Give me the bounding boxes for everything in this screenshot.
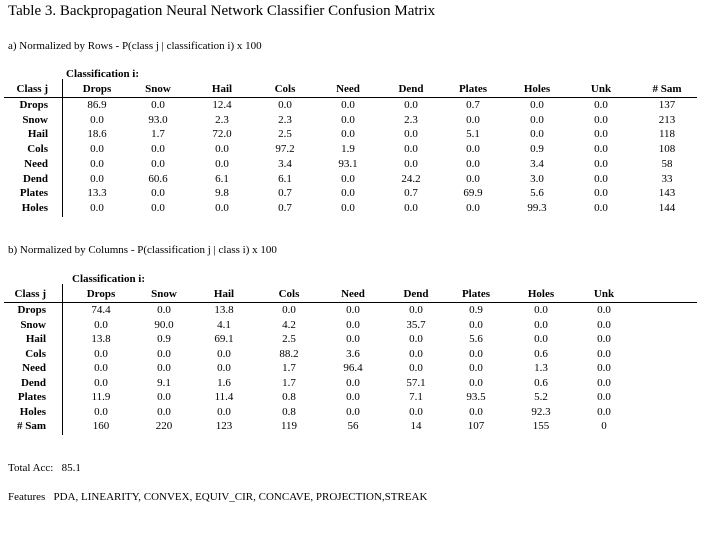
matrix-cell: 0.0: [341, 128, 355, 141]
matrix-cell: 5.2: [534, 391, 548, 403]
total-acc-value: 85.1: [61, 462, 81, 474]
column-header: Snow: [145, 83, 171, 95]
matrix-cell: 0.0: [466, 157, 480, 170]
matrix-cell: 93.1: [338, 157, 358, 170]
matrix-cell: 0.0: [594, 143, 608, 156]
matrix-cell: 13.8: [214, 304, 234, 316]
matrix-cell: 13.8: [91, 333, 111, 345]
matrix-cell: 2.3: [278, 113, 292, 126]
table-title: Table 3. Backpropagation Neural Network Classifier Confusion Matrix: [8, 3, 436, 19]
matrix-cell: 0.0: [534, 318, 548, 331]
matrix-cell: 3.4: [278, 157, 292, 170]
matrix-cell: 96.4: [343, 362, 363, 374]
matrix-cell: 0.0: [594, 201, 608, 214]
header-rule: [4, 97, 697, 98]
matrix-cell: 1.9: [341, 143, 355, 156]
matrix-cell: 0.0: [90, 157, 104, 170]
column-header: Hail: [213, 288, 235, 300]
matrix-cell: 9.8: [215, 187, 229, 200]
matrix-cell: 0.0: [341, 172, 355, 185]
matrix-cell: 35.7: [406, 318, 426, 331]
matrix-cell: 0.0: [151, 157, 165, 170]
matrix-cell: 0.0: [157, 304, 171, 316]
matrix-cell: 0.7: [278, 187, 292, 200]
column-header: Need: [336, 83, 360, 95]
matrix-cell: 2.5: [282, 333, 296, 345]
matrix-cell: 69.1: [214, 333, 234, 345]
row-label: Dend: [20, 376, 46, 389]
column-header: Drops: [82, 83, 112, 95]
column-header: Dend: [403, 288, 429, 300]
matrix-cell: 0.0: [594, 172, 608, 185]
row-label: Plates: [19, 187, 48, 200]
matrix-cell: 0.0: [341, 201, 355, 214]
matrix-cell: 0.0: [409, 405, 423, 418]
matrix-cell: 160: [92, 420, 110, 432]
matrix-cell: 143: [658, 187, 676, 200]
matrix-cell: 0: [601, 420, 607, 432]
matrix-cell: 1.3: [534, 362, 548, 374]
matrix-cell: 7.1: [409, 391, 423, 403]
row-label: Holes: [19, 405, 46, 418]
matrix-cell: 33: [661, 172, 673, 185]
matrix-cell: 220: [155, 420, 173, 432]
column-header: Drops: [86, 288, 116, 300]
matrix-cell: 0.0: [466, 143, 480, 156]
column-header: Unk: [590, 83, 612, 95]
matrix-cell: 0.6: [534, 347, 548, 360]
matrix-cell: 0.0: [597, 318, 611, 331]
matrix-cell: 2.3: [215, 113, 229, 126]
matrix-cell: 0.0: [597, 333, 611, 345]
row-label: Snow: [22, 113, 48, 126]
matrix-cell: 0.0: [151, 187, 165, 200]
matrix-cell: 0.0: [466, 201, 480, 214]
matrix-cell: 0.0: [466, 172, 480, 185]
matrix-cell: 0.0: [94, 347, 108, 360]
matrix-cell: 11.4: [214, 391, 234, 403]
matrix-cell: 137: [658, 99, 676, 111]
row-label: Drops: [17, 304, 46, 316]
matrix-cell: 0.0: [90, 143, 104, 156]
matrix-cell: 0.0: [346, 391, 360, 403]
matrix-cell: 0.0: [346, 376, 360, 389]
matrix-cell: 99.3: [527, 201, 547, 214]
matrix-cell: 0.7: [278, 201, 292, 214]
matrix-cell: 9.1: [157, 376, 171, 389]
matrix-cell: 5.6: [530, 187, 544, 200]
row-label: Holes: [21, 201, 48, 214]
matrix-cell: 0.9: [469, 304, 483, 316]
matrix-cell: 0.0: [157, 347, 171, 360]
matrix-cell: 123: [215, 420, 233, 432]
matrix-cell: 0.0: [94, 362, 108, 374]
matrix-cell: 0.0: [404, 201, 418, 214]
matrix-cell: 0.0: [217, 405, 231, 418]
matrix-cell: 0.0: [594, 157, 608, 170]
matrix-cell: 56: [347, 420, 359, 432]
column-header: Hail: [211, 83, 233, 95]
features-label: Features: [8, 491, 46, 503]
matrix-cell: 0.0: [597, 391, 611, 403]
matrix-cell: 0.0: [469, 347, 483, 360]
matrix-cell: 3.0: [530, 172, 544, 185]
matrix-cell: 0.0: [466, 113, 480, 126]
matrix-cell: 119: [280, 420, 298, 432]
matrix-cell: 93.0: [148, 113, 168, 126]
matrix-cell: 0.0: [215, 157, 229, 170]
matrix-cell: 0.8: [282, 405, 296, 418]
row-label: Need: [24, 157, 48, 170]
matrix-cell: 0.0: [346, 304, 360, 316]
matrix-cell: 0.0: [404, 99, 418, 111]
matrix-cell: 5.1: [466, 128, 480, 141]
matrix-cell: 0.0: [597, 376, 611, 389]
matrix-cell: 0.0: [597, 405, 611, 418]
matrix-cell: 57.1: [406, 376, 426, 389]
matrix-cell: 0.0: [151, 143, 165, 156]
matrix-cell: 0.0: [530, 128, 544, 141]
matrix-cell: 13.3: [87, 187, 107, 200]
matrix-cell: 0.0: [341, 187, 355, 200]
matrix-cell: 108: [658, 143, 676, 156]
matrix-cell: 0.0: [278, 99, 292, 111]
matrix-cell: 24.2: [401, 172, 421, 185]
row-label: Cols: [27, 143, 48, 156]
matrix-cell: 0.0: [597, 347, 611, 360]
matrix-cell: 0.0: [215, 143, 229, 156]
matrix-cell: 0.0: [594, 128, 608, 141]
column-header: Plates: [461, 288, 491, 300]
row-label: # Sam: [16, 420, 46, 432]
row-label: Plates: [17, 391, 46, 403]
column-header: Dend: [398, 83, 424, 95]
column-header: Unk: [593, 288, 615, 300]
column-header: Plates: [458, 83, 488, 95]
matrix-cell: 0.0: [346, 405, 360, 418]
matrix-cell: 4.2: [282, 318, 296, 331]
matrix-cell: 0.0: [217, 347, 231, 360]
matrix-cell: 0.0: [534, 333, 548, 345]
matrix-cell: 0.0: [404, 143, 418, 156]
matrix-cell: 3.4: [530, 157, 544, 170]
matrix-cell: 0.0: [94, 318, 108, 331]
matrix-cell: 0.0: [409, 304, 423, 316]
matrix-cell: 144: [658, 201, 676, 214]
matrix-cell: 0.0: [346, 333, 360, 345]
matrix-cell: 118: [658, 128, 676, 141]
matrix-cell: 0.0: [469, 376, 483, 389]
matrix-cell: 0.9: [530, 143, 544, 156]
corner-label: Class j: [14, 288, 46, 300]
features-line: [8, 491, 427, 503]
matrix-cell: 1.7: [282, 376, 296, 389]
matrix-cell: 74.4: [91, 304, 111, 316]
row-label: Hail: [27, 128, 48, 141]
matrix-cell: 0.0: [534, 304, 548, 316]
matrix-cell: 107: [467, 420, 485, 432]
matrix-cell: 1.7: [282, 362, 296, 374]
classification-label: Classification i:: [66, 68, 140, 80]
matrix-cell: 0.0: [469, 318, 483, 331]
matrix-cell: 72.0: [212, 128, 232, 141]
matrix-cell: 0.0: [94, 405, 108, 418]
matrix-cell: 0.0: [594, 113, 608, 126]
column-header: Cols: [274, 83, 296, 95]
row-label: Cols: [25, 347, 46, 360]
column-header: Cols: [278, 288, 300, 300]
matrix-cell: 0.0: [215, 201, 229, 214]
matrix-cell: 88.2: [279, 347, 299, 360]
row-label: Need: [22, 362, 46, 374]
row-label: Dend: [22, 172, 48, 185]
matrix-cell: 18.6: [87, 128, 107, 141]
matrix-cell: 0.7: [404, 187, 418, 200]
matrix-cell: 0.0: [90, 113, 104, 126]
row-label: Hail: [25, 333, 46, 345]
matrix-cell: 93.5: [466, 391, 486, 403]
matrix-cell: 0.0: [90, 201, 104, 214]
label-divider: [62, 284, 63, 435]
row-label: Snow: [20, 318, 46, 331]
column-header: Holes: [527, 288, 555, 300]
matrix-cell: 0.0: [157, 391, 171, 403]
matrix-cell: 6.1: [215, 172, 229, 185]
matrix-cell: 12.4: [212, 99, 232, 111]
matrix-cell: 0.0: [469, 362, 483, 374]
classification-label: Classification i:: [72, 273, 146, 285]
matrix-cell: 0.0: [94, 376, 108, 389]
matrix-cell: 60.6: [148, 172, 168, 185]
total-accuracy: [8, 462, 81, 474]
total-acc-label: Total Acc:: [8, 462, 54, 474]
matrix-cell: 0.0: [594, 99, 608, 111]
matrix-cell: 97.2: [275, 143, 295, 156]
matrix-cell: 0.0: [404, 157, 418, 170]
matrix-cell: 0.0: [341, 113, 355, 126]
matrix-cell: 1.7: [151, 128, 165, 141]
matrix-cell: 0.0: [346, 318, 360, 331]
matrix-cell: 1.6: [217, 376, 231, 389]
matrix-cell: 5.6: [469, 333, 483, 345]
matrix-cell: 11.9: [91, 391, 111, 403]
matrix-cell: 0.9: [157, 333, 171, 345]
matrix-cell: 0.0: [151, 201, 165, 214]
matrix-cell: 0.0: [151, 99, 165, 111]
matrix-cell: 0.0: [594, 187, 608, 200]
matrix-cell: 0.0: [217, 362, 231, 374]
matrix-cell: 69.9: [463, 187, 483, 200]
column-header: Holes: [523, 83, 551, 95]
matrix-cell: 0.0: [469, 405, 483, 418]
matrix-cell: 86.9: [87, 99, 107, 111]
matrix-cell: 2.3: [404, 113, 418, 126]
column-header: # Sam: [652, 83, 682, 95]
column-header: Need: [341, 288, 365, 300]
label-divider: [62, 79, 63, 217]
matrix-cell: 0.0: [530, 113, 544, 126]
matrix-cell: 3.6: [346, 347, 360, 360]
matrix-cell: 0.0: [157, 362, 171, 374]
matrix-cell: 90.0: [154, 318, 174, 331]
matrix-cell: 0.0: [530, 99, 544, 111]
column-header: Snow: [151, 288, 177, 300]
matrix-cell: 0.0: [409, 362, 423, 374]
matrix-cell: 0.0: [404, 128, 418, 141]
matrix-cell: 0.0: [409, 333, 423, 345]
matrix-cell: 155: [532, 420, 550, 432]
matrix-cell: 0.0: [341, 99, 355, 111]
matrix-cell: 2.5: [278, 128, 292, 141]
header-rule: [4, 302, 697, 303]
table-b-subtitle: b) Normalized by Columns - P(classification j | class i) x 100: [8, 244, 277, 256]
matrix-cell: 0.8: [282, 391, 296, 403]
matrix-cell: 4.1: [217, 318, 231, 331]
matrix-cell: 0.7: [466, 99, 480, 111]
matrix-cell: 6.1: [278, 172, 292, 185]
matrix-cell: 0.0: [282, 304, 296, 316]
matrix-cell: 213: [658, 113, 676, 126]
matrix-cell: 0.0: [597, 304, 611, 316]
row-label: Drops: [19, 99, 48, 111]
matrix-cell: 0.6: [534, 376, 548, 389]
matrix-cell: 0.0: [409, 347, 423, 360]
matrix-cell: 14: [410, 420, 422, 432]
matrix-cell: 58: [661, 157, 673, 170]
matrix-cell: 0.0: [157, 405, 171, 418]
matrix-cell: 0.0: [90, 172, 104, 185]
matrix-cell: 0.0: [597, 362, 611, 374]
table-a-subtitle: a) Normalized by Rows - P(class j | classification i) x 100: [8, 40, 262, 52]
corner-label: Class j: [16, 83, 48, 95]
matrix-cell: 92.3: [531, 405, 551, 418]
features-value: PDA, LINEARITY, CONVEX, EQUIV_CIR, CONCAVE, PROJECTION,STREAK: [53, 491, 428, 503]
